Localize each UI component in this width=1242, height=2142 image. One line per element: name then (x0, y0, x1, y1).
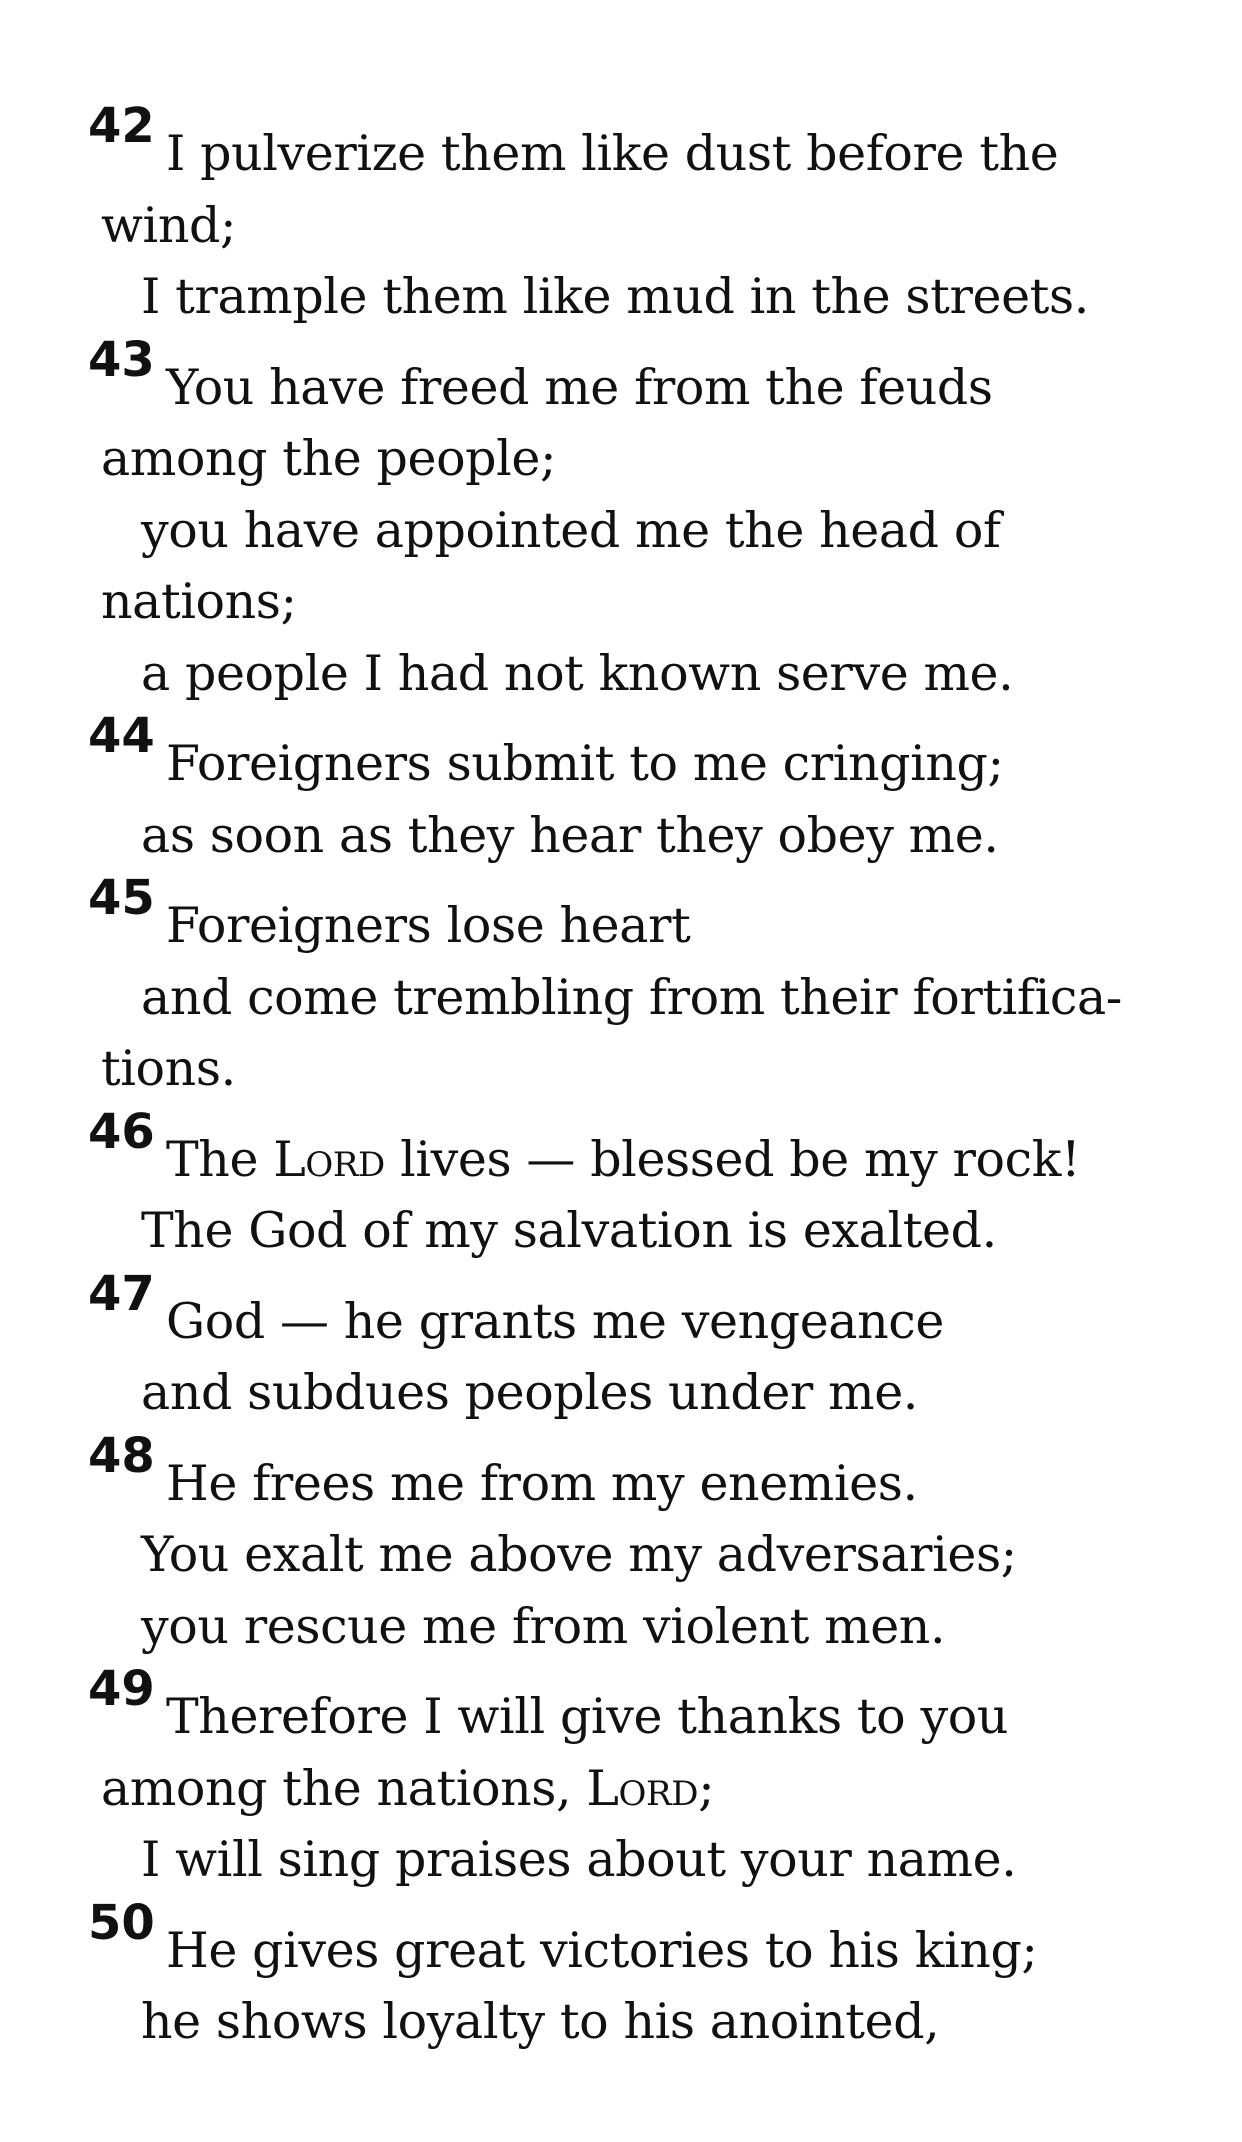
verse-text: Foreigners lose heart (166, 897, 691, 954)
verse-text-segment: among the nations, (101, 1759, 587, 1817)
verse-42 (88, 98, 1202, 333)
verse-line (88, 1986, 1202, 2058)
verse-text: I will sing praises about your name. (141, 1831, 1017, 1888)
verse-number: 44 (88, 708, 155, 764)
verse-text: wind; (101, 196, 237, 254)
verse-text: you have appointed me the head of (141, 501, 1001, 559)
verse-line (88, 190, 1202, 262)
verse-text: nations; (101, 573, 297, 630)
verse-line (88, 1103, 1202, 1196)
verse-line (88, 495, 1202, 567)
divine-name: Lord (273, 1130, 385, 1188)
verse-number: 45 (88, 870, 155, 926)
verse-text: Foreigners submit to me cringing; (166, 735, 1004, 792)
verse-43 (88, 331, 1202, 710)
verse-text: and come trembling from their fortifica- (141, 968, 1122, 1026)
verse-number: 42 (88, 98, 155, 154)
verse-line (88, 566, 1202, 638)
verse-line (88, 1824, 1202, 1896)
verse-text: I trample them like mud in the streets. (141, 268, 1089, 325)
verse-number: 48 (88, 1427, 155, 1484)
verse-text: You have freed me from the feuds (166, 358, 993, 416)
verse-50 (88, 1894, 1202, 2058)
verse-line (88, 423, 1202, 495)
verse-line (88, 638, 1202, 710)
verse-text: God — he grants me vengeance (166, 1292, 944, 1350)
verse-line (88, 870, 1202, 962)
verse-48 (88, 1427, 1202, 1663)
verse-line (88, 800, 1202, 872)
verse-text-segment: ; (698, 1759, 715, 1817)
verse-46 (88, 1103, 1202, 1267)
verse-text: He frees me from my enemies. (166, 1454, 918, 1512)
verse-text: among the people; (101, 430, 557, 487)
verse-number: 43 (88, 331, 155, 388)
verse-line (88, 962, 1202, 1034)
verse-line (88, 331, 1202, 424)
verse-line (88, 1591, 1202, 1663)
verse-line (88, 1265, 1202, 1358)
verse-line (88, 708, 1202, 800)
divine-name: Lord (586, 1759, 699, 1817)
verse-text-segment: lives — blessed be my rock! (384, 1130, 1081, 1188)
verse-line (88, 1357, 1202, 1429)
verse-line (88, 1195, 1202, 1267)
verse-number: 47 (88, 1265, 155, 1322)
verse-line (88, 98, 1202, 190)
verse-line (88, 261, 1202, 333)
verse-47 (88, 1265, 1202, 1429)
verse-49 (88, 1661, 1202, 1896)
verse-text: and subdues peoples under me. (141, 1364, 918, 1421)
verse-text: You exalt me above my adversaries; (141, 1526, 1017, 1583)
verse-number: 46 (88, 1103, 155, 1160)
scripture-passage (88, 98, 1202, 2058)
verse-line (88, 1519, 1202, 1591)
verse-text: He gives great victories to his king; (166, 1921, 1038, 1979)
verse-line (88, 1033, 1202, 1105)
verse-44 (88, 708, 1202, 871)
verse-text: as soon as they hear they obey me. (141, 806, 999, 864)
verse-text: a people I had not known serve me. (141, 644, 1014, 702)
verse-line (88, 1894, 1202, 1987)
verse-text: you rescue me from violent men. (141, 1597, 946, 1655)
verse-number: 49 (88, 1661, 155, 1717)
verse-45 (88, 870, 1202, 1105)
verse-number: 50 (88, 1894, 155, 1951)
verse-text-segment: The (166, 1130, 274, 1188)
verse-text: I pulverize them like dust before the (166, 125, 1059, 182)
verse-line (88, 1427, 1202, 1520)
verse-text: Therefore I will give thanks to you (166, 1688, 1008, 1745)
verse-text: he shows loyalty to his anointed, (141, 1993, 940, 2050)
verse-line (88, 1753, 1202, 1825)
verse-line (88, 1661, 1202, 1753)
verse-text: tions. (101, 1040, 236, 1097)
verse-text: The God of my salvation is exalted. (141, 1202, 997, 1259)
